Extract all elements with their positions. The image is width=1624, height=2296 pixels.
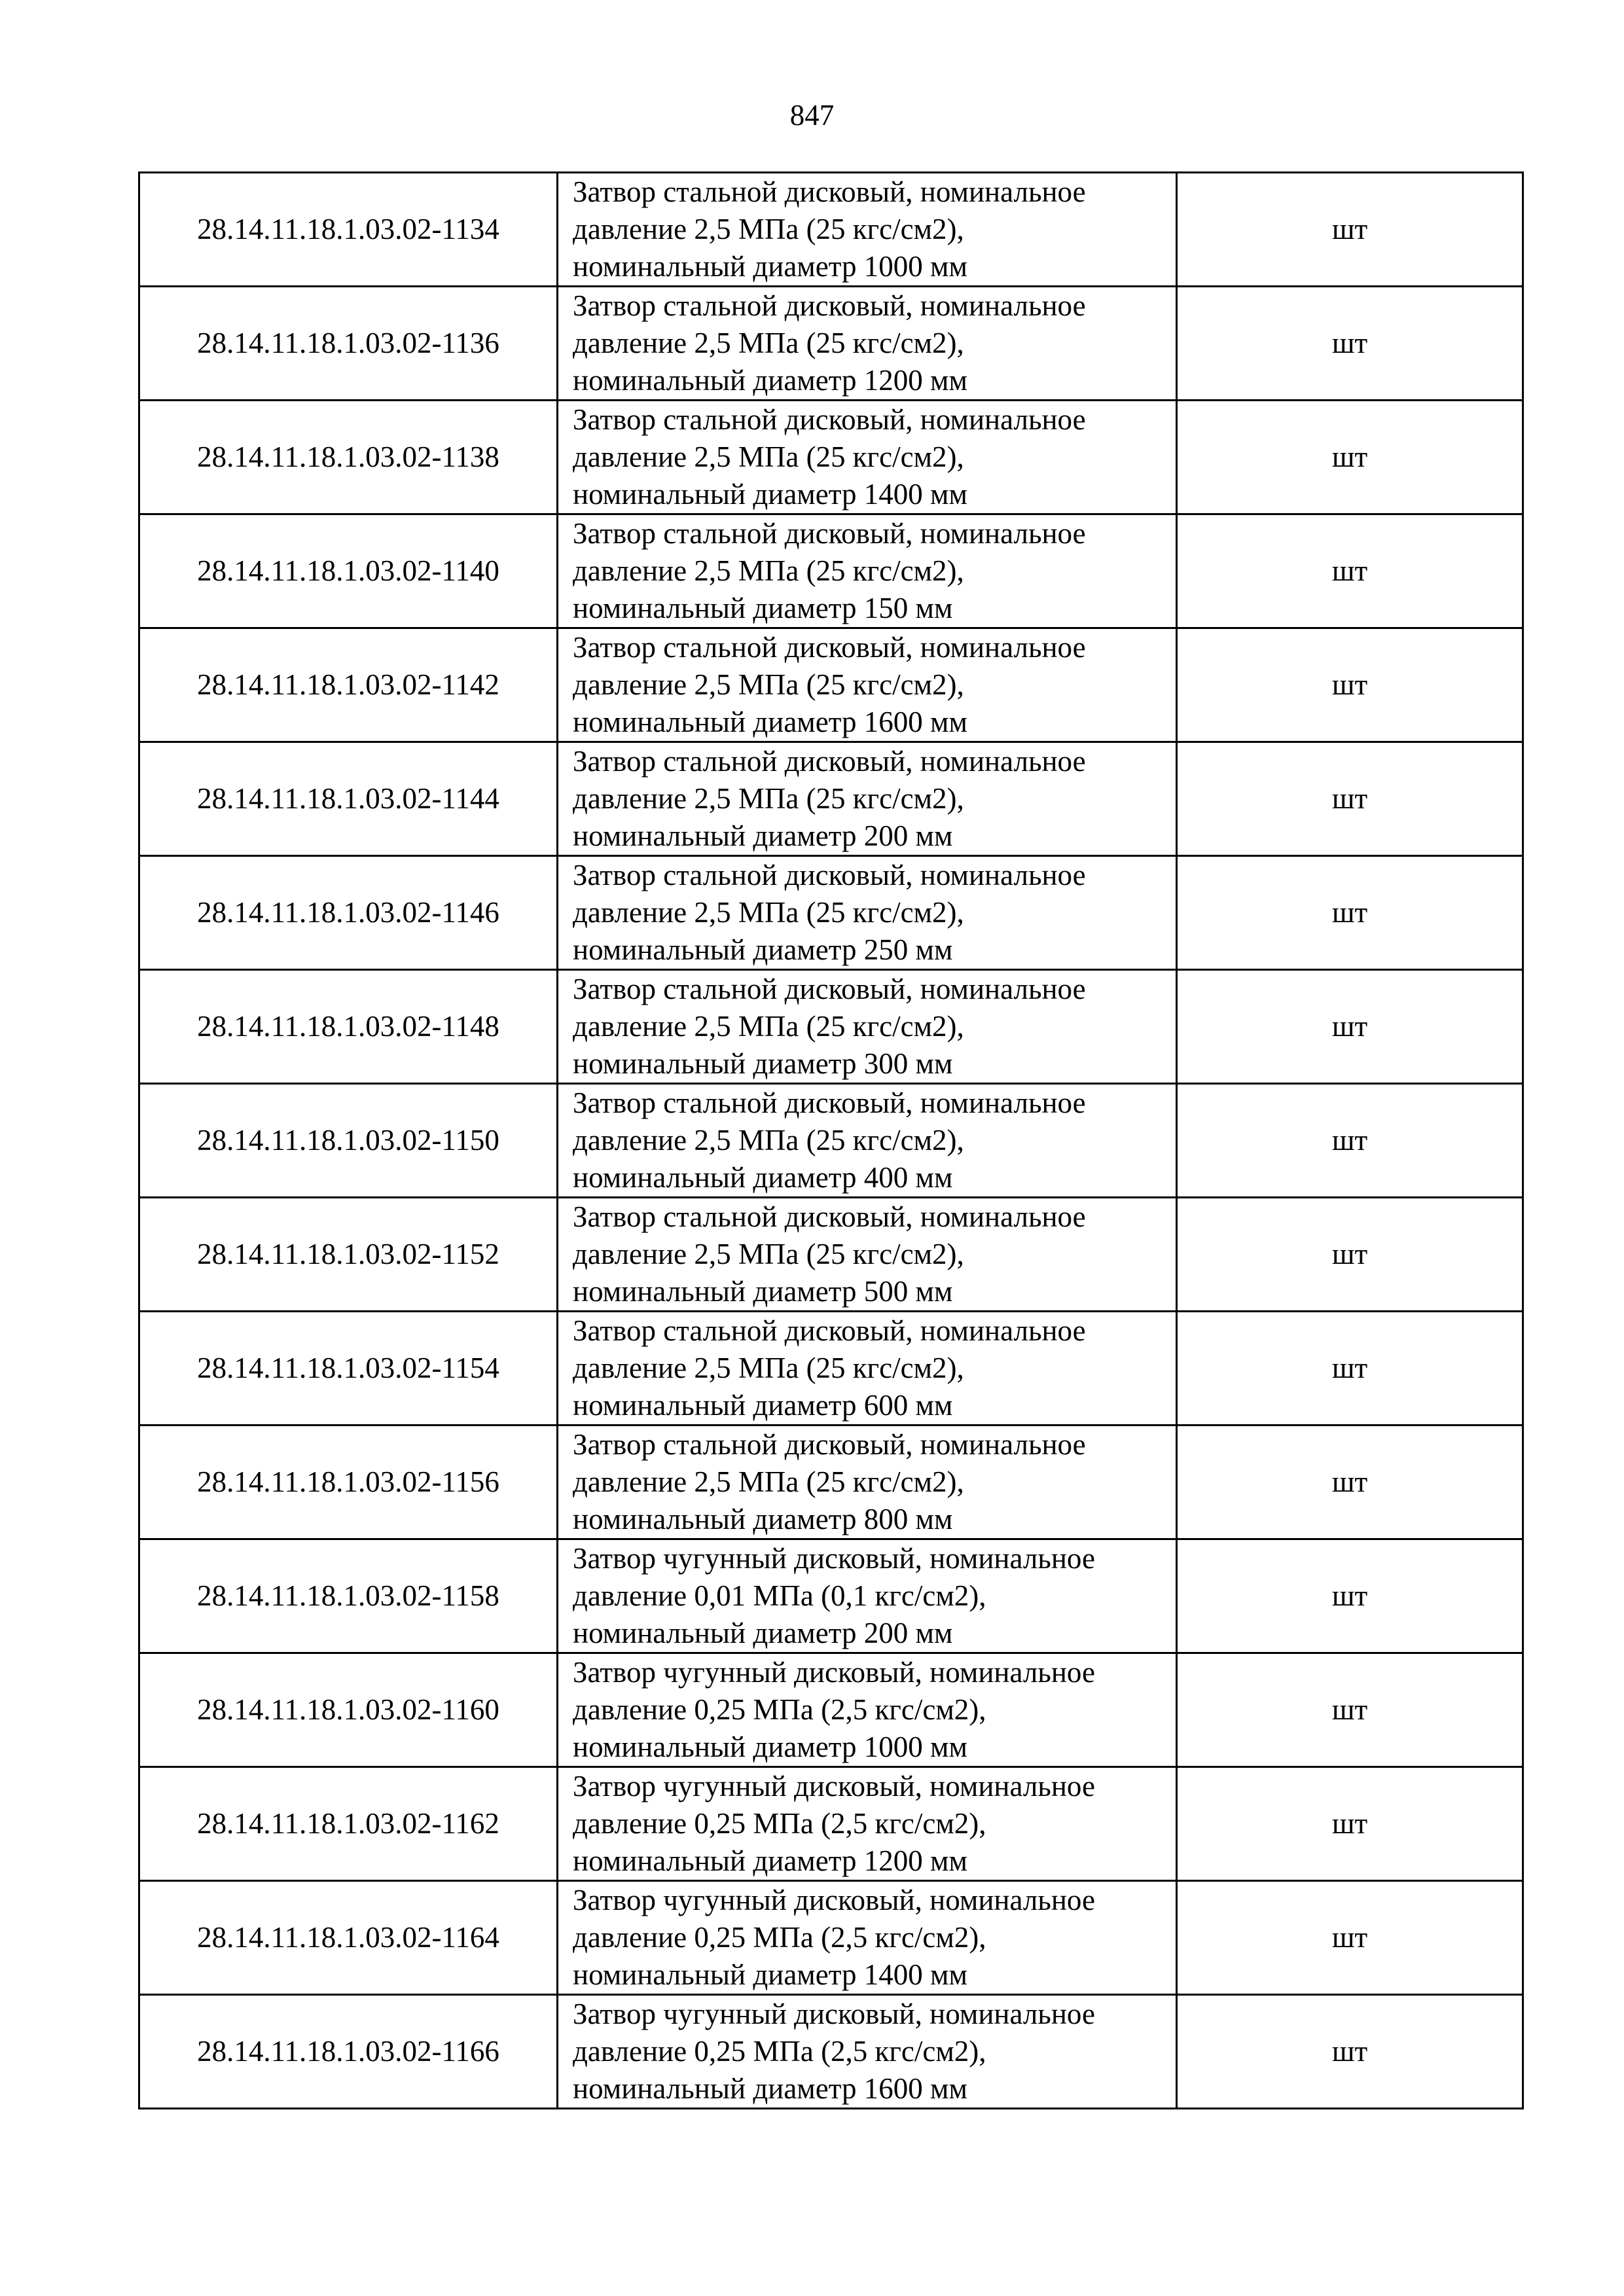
table-row bbox=[139, 628, 1523, 742]
resource-description-cell bbox=[558, 514, 1177, 628]
description-line: номинальный диаметр 1000 мм bbox=[573, 250, 967, 283]
unit-cell: шт bbox=[1177, 287, 1523, 401]
resource-code-cell: 28.14.11.18.1.03.02-1152 bbox=[139, 1198, 558, 1312]
description-line: Затвор чугунный дисковый, номинальное bbox=[573, 1542, 1095, 1575]
resource-description-cell bbox=[558, 1881, 1177, 1995]
description-line: Затвор стальной дисковый, номинальное bbox=[573, 745, 1086, 778]
description-line: давление 0,25 МПа (2,5 кгс/см2), bbox=[573, 2035, 986, 2068]
resource-code-cell: 28.14.11.18.1.03.02-1158 bbox=[139, 1539, 558, 1653]
description-line: номинальный диаметр 200 мм bbox=[573, 1617, 953, 1649]
table-row bbox=[139, 1881, 1523, 1995]
description-line: Затвор стальной дисковый, номинальное bbox=[573, 289, 1086, 322]
description-line: номинальный диаметр 400 мм bbox=[573, 1161, 953, 1194]
resource-description-cell bbox=[558, 628, 1177, 742]
description-line: Затвор стальной дисковый, номинальное bbox=[573, 517, 1086, 550]
description-line: давление 2,5 МПа (25 кгс/см2), bbox=[573, 213, 964, 245]
resource-description-cell bbox=[558, 1539, 1177, 1653]
resource-description-cell bbox=[558, 1653, 1177, 1767]
description-line: давление 0,25 МПа (2,5 кгс/см2), bbox=[573, 1693, 986, 1726]
description-line: номинальный диаметр 1600 мм bbox=[573, 706, 967, 738]
description-line: Затвор чугунный дисковый, номинальное bbox=[573, 1770, 1095, 1803]
unit-cell: шт bbox=[1177, 1767, 1523, 1881]
resource-code-cell: 28.14.11.18.1.03.02-1142 bbox=[139, 628, 558, 742]
resource-description-cell bbox=[558, 401, 1177, 514]
unit-cell: шт bbox=[1177, 742, 1523, 856]
description-line: давление 2,5 МПа (25 кгс/см2), bbox=[573, 1352, 964, 1384]
resource-code-cell: 28.14.11.18.1.03.02-1156 bbox=[139, 1426, 558, 1539]
description-line: Затвор стальной дисковый, номинальное bbox=[573, 403, 1086, 436]
unit-cell: шт bbox=[1177, 628, 1523, 742]
table-row bbox=[139, 287, 1523, 401]
description-line: номинальный диаметр 200 мм bbox=[573, 819, 953, 852]
resource-description-cell bbox=[558, 1198, 1177, 1312]
description-line: Затвор стальной дисковый, номинальное bbox=[573, 1428, 1086, 1461]
unit-cell: шт bbox=[1177, 1198, 1523, 1312]
resource-code-cell: 28.14.11.18.1.03.02-1146 bbox=[139, 856, 558, 970]
resource-description-cell bbox=[558, 1426, 1177, 1539]
unit-cell: шт bbox=[1177, 856, 1523, 970]
description-line: номинальный диаметр 1000 мм bbox=[573, 1731, 967, 1763]
unit-cell: шт bbox=[1177, 1881, 1523, 1995]
resource-code-cell: 28.14.11.18.1.03.02-1150 bbox=[139, 1084, 558, 1198]
table-row bbox=[139, 1653, 1523, 1767]
description-line: номинальный диаметр 1600 мм bbox=[573, 2072, 967, 2105]
description-line: давление 2,5 МПа (25 кгс/см2), bbox=[573, 440, 964, 473]
resource-description-cell bbox=[558, 970, 1177, 1084]
description-line: Затвор стальной дисковый, номинальное bbox=[573, 1200, 1086, 1233]
description-line: давление 2,5 МПа (25 кгс/см2), bbox=[573, 1124, 964, 1157]
resource-code-cell: 28.14.11.18.1.03.02-1160 bbox=[139, 1653, 558, 1767]
table-body bbox=[139, 173, 1523, 2109]
resource-description-cell bbox=[558, 856, 1177, 970]
description-line: Затвор стальной дисковый, номинальное bbox=[573, 973, 1086, 1005]
table-row bbox=[139, 401, 1523, 514]
description-line: давление 0,25 МПа (2,5 кгс/см2), bbox=[573, 1807, 986, 1840]
table-row bbox=[139, 1312, 1523, 1426]
resource-code-cell: 28.14.11.18.1.03.02-1134 bbox=[139, 173, 558, 287]
description-line: номинальный диаметр 1400 мм bbox=[573, 478, 967, 511]
description-line: номинальный диаметр 800 мм bbox=[573, 1503, 953, 1535]
description-line: давление 0,25 МПа (2,5 кгс/см2), bbox=[573, 1921, 986, 1954]
resource-code-cell: 28.14.11.18.1.03.02-1154 bbox=[139, 1312, 558, 1426]
description-line: давление 2,5 МПа (25 кгс/см2), bbox=[573, 1238, 964, 1270]
description-line: Затвор стальной дисковый, номинальное bbox=[573, 859, 1086, 891]
resource-description-cell bbox=[558, 1084, 1177, 1198]
table-row bbox=[139, 856, 1523, 970]
description-line: Затвор стальной дисковый, номинальное bbox=[573, 175, 1086, 208]
resource-description-cell bbox=[558, 287, 1177, 401]
resource-description-cell bbox=[558, 173, 1177, 287]
unit-cell: шт bbox=[1177, 401, 1523, 514]
description-line: номинальный диаметр 250 мм bbox=[573, 933, 953, 966]
resource-code-cell: 28.14.11.18.1.03.02-1166 bbox=[139, 1995, 558, 2109]
resource-description-cell bbox=[558, 742, 1177, 856]
description-line: давление 2,5 МПа (25 кгс/см2), bbox=[573, 782, 964, 815]
description-line: Затвор стальной дисковый, номинальное bbox=[573, 1314, 1086, 1347]
unit-cell: шт bbox=[1177, 1426, 1523, 1539]
unit-cell: шт bbox=[1177, 514, 1523, 628]
description-line: давление 2,5 МПа (25 кгс/см2), bbox=[573, 1010, 964, 1043]
resource-code-cell: 28.14.11.18.1.03.02-1148 bbox=[139, 970, 558, 1084]
description-line: номинальный диаметр 300 мм bbox=[573, 1047, 953, 1080]
unit-cell: шт bbox=[1177, 1995, 1523, 2109]
description-line: Затвор чугунный дисковый, номинальное bbox=[573, 1998, 1095, 2030]
unit-cell: шт bbox=[1177, 1539, 1523, 1653]
resource-code-cell: 28.14.11.18.1.03.02-1136 bbox=[139, 287, 558, 401]
resource-code-cell: 28.14.11.18.1.03.02-1144 bbox=[139, 742, 558, 856]
table-row bbox=[139, 514, 1523, 628]
resource-description-cell bbox=[558, 1995, 1177, 2109]
description-line: номинальный диаметр 1400 мм bbox=[573, 1958, 967, 1991]
unit-cell: шт bbox=[1177, 970, 1523, 1084]
description-line: давление 2,5 МПа (25 кгс/см2), bbox=[573, 327, 964, 359]
catalog-table bbox=[138, 171, 1524, 2109]
description-line: Затвор чугунный дисковый, номинальное bbox=[573, 1884, 1095, 1916]
unit-cell: шт bbox=[1177, 173, 1523, 287]
description-line: давление 0,01 МПа (0,1 кгс/см2), bbox=[573, 1579, 986, 1612]
table-row bbox=[139, 1995, 1523, 2109]
unit-cell: шт bbox=[1177, 1312, 1523, 1426]
resource-code-cell: 28.14.11.18.1.03.02-1162 bbox=[139, 1767, 558, 1881]
description-line: Затвор чугунный дисковый, номинальное bbox=[573, 1656, 1095, 1689]
unit-cell: шт bbox=[1177, 1084, 1523, 1198]
page-number: 847 bbox=[789, 99, 835, 132]
table-row bbox=[139, 1198, 1523, 1312]
unit-cell: шт bbox=[1177, 1653, 1523, 1767]
description-line: Затвор стальной дисковый, номинальное bbox=[573, 1086, 1086, 1119]
table-row bbox=[139, 1426, 1523, 1539]
resource-code-cell: 28.14.11.18.1.03.02-1138 bbox=[139, 401, 558, 514]
table-row bbox=[139, 1539, 1523, 1653]
resource-description-cell bbox=[558, 1767, 1177, 1881]
table-row bbox=[139, 1767, 1523, 1881]
description-line: номинальный диаметр 150 мм bbox=[573, 592, 953, 624]
description-line: номинальный диаметр 600 мм bbox=[573, 1389, 953, 1422]
description-line: давление 2,5 МПа (25 кгс/см2), bbox=[573, 554, 964, 587]
description-line: давление 2,5 МПа (25 кгс/см2), bbox=[573, 896, 964, 929]
table-row bbox=[139, 742, 1523, 856]
description-line: давление 2,5 МПа (25 кгс/см2), bbox=[573, 668, 964, 701]
resource-description-cell bbox=[558, 1312, 1177, 1426]
description-line: Затвор стальной дисковый, номинальное bbox=[573, 631, 1086, 664]
resource-code-cell: 28.14.11.18.1.03.02-1140 bbox=[139, 514, 558, 628]
resource-code-cell: 28.14.11.18.1.03.02-1164 bbox=[139, 1881, 558, 1995]
table-row bbox=[139, 173, 1523, 287]
description-line: номинальный диаметр 1200 мм bbox=[573, 1844, 967, 1877]
description-line: давление 2,5 МПа (25 кгс/см2), bbox=[573, 1465, 964, 1498]
description-line: номинальный диаметр 500 мм bbox=[573, 1275, 953, 1308]
table-row bbox=[139, 1084, 1523, 1198]
table-row bbox=[139, 970, 1523, 1084]
description-line: номинальный диаметр 1200 мм bbox=[573, 364, 967, 397]
